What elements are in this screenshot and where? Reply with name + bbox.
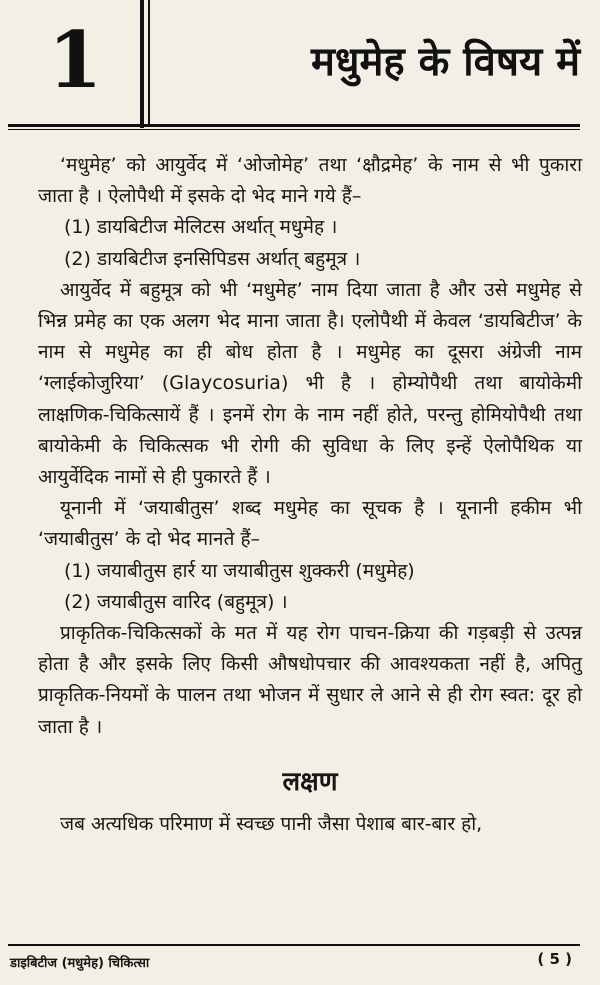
header-rule xyxy=(8,124,580,127)
list-item: (1) डायबिटीज मेलिटस अर्थात् मधुमेह । xyxy=(64,216,338,239)
paragraph-5: जब अत्यधिक परिमाण में स्वच्छ पानी जैसा पेशाब बार-बार हो, xyxy=(60,812,483,835)
chapter-body xyxy=(38,150,582,840)
chapter-title: मधुमेह के विषय में xyxy=(310,39,580,85)
page-number: ( 5 ) xyxy=(537,950,572,968)
header-vertical-rule xyxy=(140,0,144,128)
list-item: (2) डायबिटीज इनसिपिडस अर्थात् बहुमूत्र । xyxy=(64,247,361,270)
paragraph-1: ‘मधुमेह’ को आयुर्वेद में ‘ओजोमेह’ तथा ‘क्षौद्रमेह’ के नाम से भी पुकारा जाता है । ऐलोपैथी में इसके दो भेद माने गये हैं– xyxy=(38,154,582,208)
header-rule-thin xyxy=(8,129,580,130)
header-vertical-rule-thin xyxy=(148,0,150,124)
paragraph-2: आयुर्वेद में बहुमूत्र को भी ‘मधुमेह’ नाम दिया जाता है और उसे मधुमेह से भिन्न प्रमेह का एक अलग भेद माना जाता है। एलोपैथी में केवल ‘डायबिटीज’ के नाम से मधुमेह का ही बोध होता है । मधुमेह का दूसरा अंग्रेजी नाम ‘ग्लाईकोजुरिया’ (Glaycosuria) भी है । होम्योपैथी तथा बायोकेमी लाक्षणिक-चिकित्सायें हैं । इनमें रोग के नाम नहीं होते, परन्तु होमियोपैथी तथा बायोकेमी के चिकित्सक भी रोगी की सुविधा के लिए इन्हें ऐलोपैथिक या आयुर्वेदिक नामों से ही पुकारते हैं । xyxy=(38,278,582,489)
paragraph-4: प्राकृतिक-चिकित्सकों के मत में यह रोग पाचन-क्रिया की गड़बड़ी से उत्पन्न होता है और इसके लिए किसी औषधोपचार की आवश्यकता नहीं है, अपितु प्राकृतिक-नियमों के पालन तथा भोजन में सुधार ले आने से ही रोग स्वत: दूर हो जाता है । xyxy=(38,622,582,738)
chapter-number: 1 xyxy=(48,15,103,106)
list-item: (2) जयाबीतुस वारिद (बहुमूत्र) । xyxy=(64,590,288,613)
paragraph-3: यूनानी में ‘जयाबीतुस’ शब्द मधुमेह का सूचक है । यूनानी हकीम भी ‘जयाबीतुस’ के दो भेद मानते हैं– xyxy=(38,497,582,551)
list-item: (1) जयाबीतुस हार्र या जयाबीतुस शुक्करी (मधुमेह) xyxy=(64,559,415,582)
footer-rule xyxy=(8,944,580,946)
footer-book-title: डाइबिटीज (मधुमेह) चिकित्सा xyxy=(10,956,150,971)
section-heading: लक्षण xyxy=(282,766,338,797)
